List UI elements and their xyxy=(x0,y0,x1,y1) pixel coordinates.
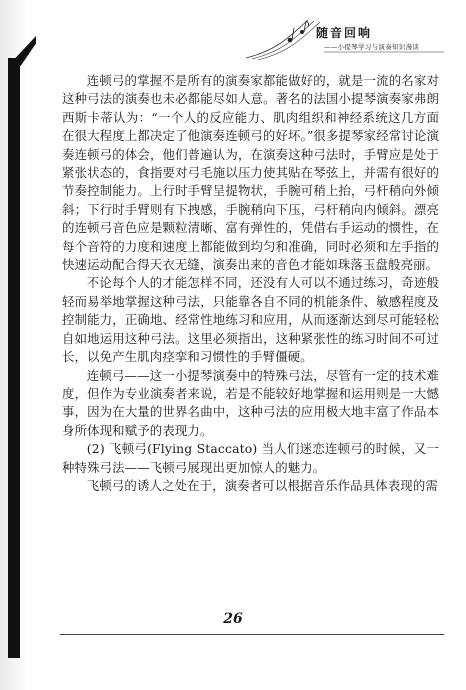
paragraph: 连顿弓——这一小提琴演奏中的特殊弓法，尽管有一定的技术难度，但作为专业演奏者来说，若是不能较好地掌握和运用则是一大憾事，因为在大量的世界名曲中，这种弓法的应用极大地丰富了作品本身所体现和赋予的表现力。 xyxy=(62,367,439,438)
paragraph: 连顿弓的掌握不是所有的演奏家都能做好的，就是一流的名家对这种弓法的演奏也未必都能尽如人意。著名的法国小提琴演奏家弗朗西斯卡蒂认为：“一个人的反应能力、肌肉组织和神经系统这几方面在很大程度上都决定了他演奏连顿弓的好坏。”很多提琴家经常讨论演奏连顿弓的体会，他们普遍认为，在演奏这种弓法时，手臂应是处于紧张状态的，食指要对弓毛施以压力使其贴在琴弦上，并需有很好的节奏控制能力。上行时手臂呈提物状，手腕可稍上抬，弓杆稍向外倾斜；下行时手臂则有下拽感，手腕稍向下压，弓杆稍向内倾斜。漂亮的连顿弓音色应是颗粒清晰、富有弹性的，凭借右手运动的惯性，在每个音符的力度和速度上都能做到均匀和准确，同时必须和左手指的快速运动配合得天衣无缝，演奏出来的音色才能如珠落玉盘般亮丽。 xyxy=(62,73,439,273)
header-title: 随音回响 xyxy=(316,26,373,40)
page-number: 26 xyxy=(223,611,243,627)
paragraph: 飞顿弓的诱人之处在于，演奏者可以根据音乐作品具体表现的需 xyxy=(86,477,438,493)
paragraph: (2) 飞顿弓(Flying Staccato) 当人们迷恋连顿弓的时候，又一种特殊弓法——飞顿弓展现出更加惊人的魅力。 xyxy=(62,441,439,475)
header-subtitle: ——小提琴学习与演奏知识漫谈 xyxy=(324,43,420,51)
running-header xyxy=(238,14,448,62)
body-text xyxy=(62,72,439,495)
paragraph: 不论每个人的才能怎样不同，还没有人可以不通过练习，奇迹般轻而易举地掌握这种弓法，只能靠各自不同的机能条件、敏感程度及控制能力，正确地、经常性地练习和应用，从而逐渐达到尽可能轻松自如地运用这种弓法。这里必须指出，这种紧张性的练习时间不可过长，以免产生肌肉痉挛和习惯性的手臂僵硬。 xyxy=(62,275,439,365)
footer-rule xyxy=(60,634,444,635)
decorative-left-bar xyxy=(8,58,20,658)
